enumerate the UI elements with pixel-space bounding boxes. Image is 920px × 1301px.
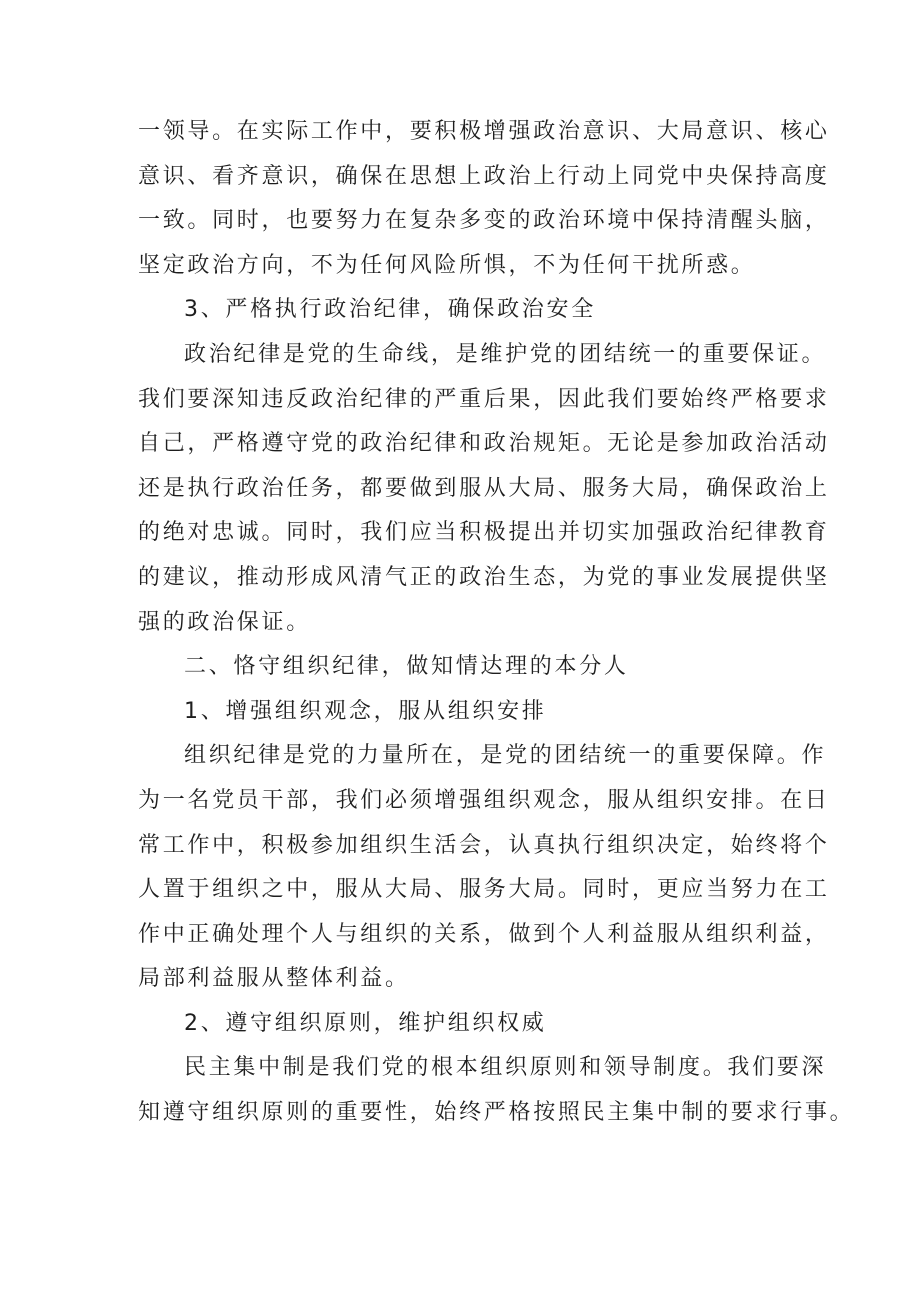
body-line: 自己，严格遵守党的政治纪律和政治规矩。无论是参加政治活动: [138, 431, 830, 457]
subsection-heading: 1、增强组织观念，服从组织安排: [184, 698, 547, 724]
body-line: 强的政治保证。: [138, 609, 311, 635]
body-line: 坚定政治方向，不为任何风险所惧，不为任何干扰所惑。: [138, 252, 756, 278]
body-line: 人置于组织之中，服从大局、服务大局。同时，更应当努力在工: [138, 877, 830, 903]
body-line: 民主集中制是我们党的根本组织原则和领导制度。我们要深: [184, 1055, 827, 1081]
subsection-heading: 2、遵守组织原则，维护组织权威: [184, 1010, 547, 1036]
body-line: 一领导。在实际工作中，要积极增强政治意识、大局意识、核心: [138, 119, 830, 144]
body-line: 作中正确处理个人与组织的关系，做到个人利益服从组织利益，: [138, 921, 830, 947]
body-line: 政治纪律是党的生命线，是维护党的团结统一的重要保证。: [184, 341, 827, 367]
body-line: 的绝对忠诚。同时，我们应当积极提出并切实加强政治纪律教育: [138, 520, 830, 546]
document-body: [138, 110, 855, 1136]
body-line: 的建议，推动形成风清气正的政治生态，为党的事业发展提供坚: [138, 564, 830, 590]
body-line: 组织纪律是党的力量所在，是党的团结统一的重要保障。作: [184, 743, 827, 769]
body-line: 知遵守组织原则的重要性，始终严格按照民主集中制的要求行事。: [138, 1100, 855, 1126]
body-line: 局部利益服从整体利益。: [138, 966, 410, 992]
body-line: 一致。同时，也要努力在复杂多变的政治环境中保持清醒头脑，: [138, 208, 830, 234]
body-line: 意识、看齐意识，确保在思想上政治上行动上同党中央保持高度: [138, 163, 830, 189]
section-heading: 二、恪守组织纪律，做知情达理的本分人: [184, 654, 629, 680]
body-line: 常工作中，积极参加组织生活会，认真执行组织决定，始终将个: [138, 832, 830, 858]
body-line: 还是执行政治任务，都要做到服从大局、服务大局，确保政治上: [138, 475, 830, 501]
body-line: 我们要深知违反政治纪律的严重后果，因此我们要始终严格要求: [138, 386, 830, 412]
body-line: 为一名党员干部，我们必须增强组织观念，服从组织安排。在日: [138, 787, 830, 813]
subsection-heading: 3、严格执行政治纪律，确保政治安全: [184, 297, 596, 323]
